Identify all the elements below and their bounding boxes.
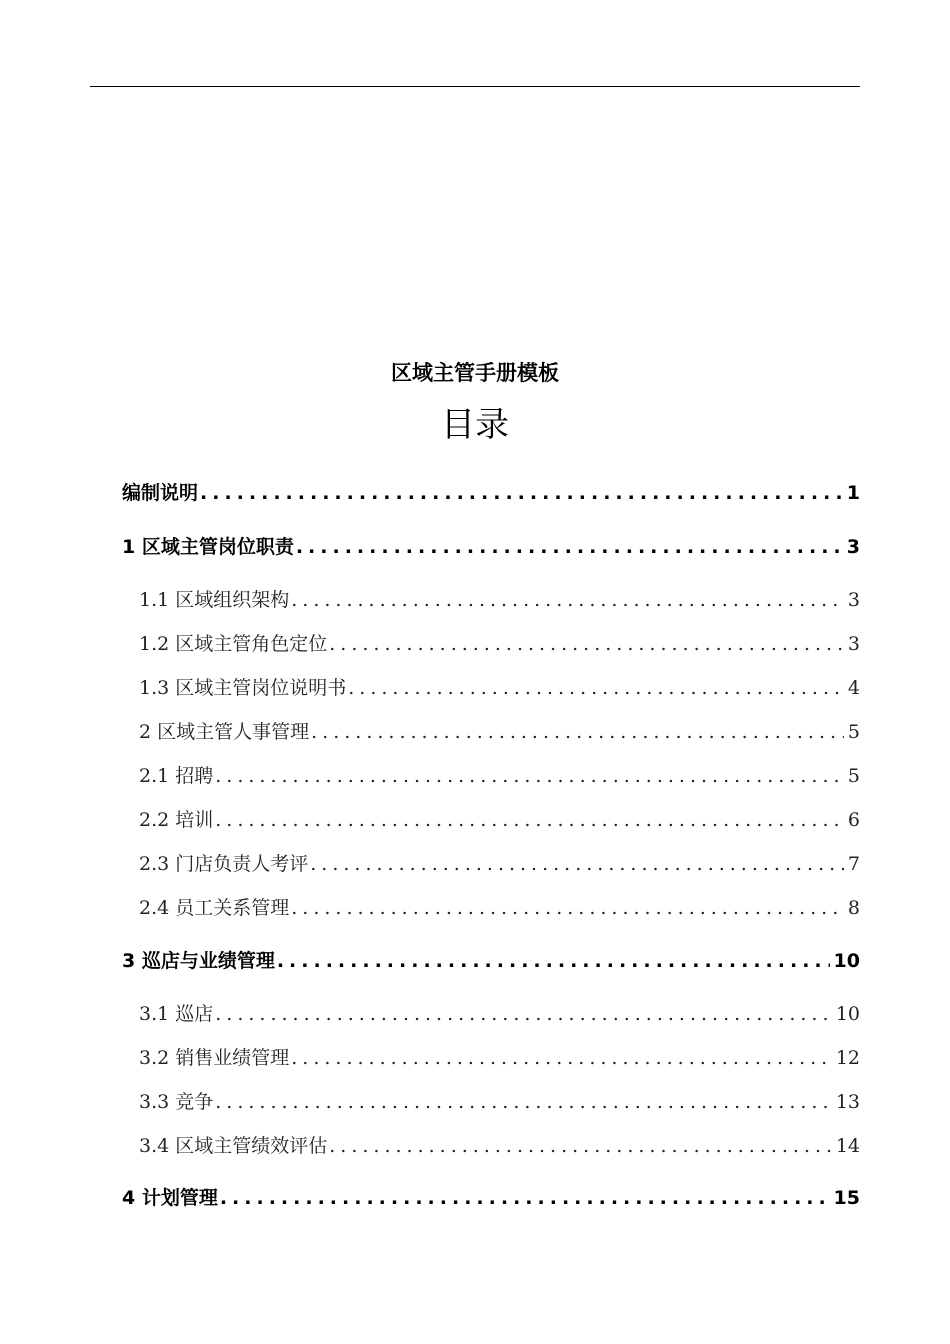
toc-leader-dots — [220, 1184, 830, 1212]
toc-entry[interactable] — [139, 1000, 860, 1028]
toc-entry-page: 5 — [847, 721, 860, 743]
toc-entry-page: 10 — [833, 950, 860, 972]
toc-entry-page: 6 — [847, 809, 860, 831]
toc-leader-dots — [311, 718, 844, 746]
toc-entry-label: 1.1 区域组织架构 — [139, 589, 290, 611]
toc-entry[interactable] — [122, 479, 860, 507]
toc-entry[interactable] — [139, 894, 860, 922]
toc-entry-label: 3.4 区域主管绩效评估 — [139, 1135, 328, 1157]
toc-entry[interactable] — [122, 947, 860, 975]
toc-leader-dots — [215, 762, 844, 790]
toc-entry[interactable] — [139, 850, 860, 878]
toc-entry-label: 1.3 区域主管岗位说明书 — [139, 677, 347, 699]
toc-entry-page: 7 — [847, 853, 860, 875]
toc-entry-label: 1 区域主管岗位职责 — [122, 536, 294, 558]
toc-entry-page: 5 — [847, 765, 860, 787]
toc-leader-dots — [329, 630, 844, 658]
toc-entry-label: 2.2 培训 — [139, 809, 214, 831]
toc-entry-label: 2.4 员工关系管理 — [139, 897, 290, 919]
toc-entry[interactable] — [122, 1184, 860, 1212]
toc-entry-page: 3 — [847, 589, 860, 611]
toc-entry[interactable] — [139, 586, 860, 614]
toc-leader-dots — [215, 806, 844, 834]
toc-leader-dots — [200, 479, 843, 507]
toc-entry[interactable] — [122, 533, 860, 561]
toc-entry-page: 10 — [835, 1003, 860, 1025]
toc-leader-dots — [329, 1132, 832, 1160]
toc-entry-page: 13 — [835, 1091, 860, 1113]
toc-entry-page: 4 — [847, 677, 860, 699]
toc-leader-dots — [215, 1088, 832, 1116]
toc-entry-page: 1 — [846, 482, 860, 504]
toc-entry-label: 1.2 区域主管角色定位 — [139, 633, 328, 655]
toc-leader-dots — [291, 586, 844, 614]
toc-entry[interactable] — [139, 762, 860, 790]
toc-entry-label: 编制说明 — [122, 482, 199, 504]
toc-entry[interactable] — [139, 674, 860, 702]
toc-leader-dots — [291, 1044, 832, 1072]
toc-entry-label: 2 区域主管人事管理 — [139, 721, 310, 743]
toc-entry-page: 8 — [847, 897, 860, 919]
toc-leader-dots — [310, 850, 844, 878]
toc-leader-dots — [296, 533, 843, 561]
toc-entry[interactable] — [139, 1088, 860, 1116]
toc-entry-page: 14 — [835, 1135, 860, 1157]
toc-leader-dots — [215, 1000, 832, 1028]
toc-entry-label: 4 计划管理 — [122, 1187, 218, 1209]
toc-entry-label: 3.2 销售业绩管理 — [139, 1047, 290, 1069]
toc-entry-label: 2.3 门店负责人考评 — [139, 853, 309, 875]
toc-entry[interactable] — [139, 718, 860, 746]
toc-entry-page: 12 — [835, 1047, 860, 1069]
toc-entry[interactable] — [139, 630, 860, 658]
toc-entry-label: 3 巡店与业绩管理 — [122, 950, 275, 972]
toc-entry-label: 3.3 竞争 — [139, 1091, 214, 1113]
toc-entry-label: 3.1 巡店 — [139, 1003, 214, 1025]
document-title: 区域主管手册模板 — [391, 361, 559, 385]
toc-entry[interactable] — [139, 806, 860, 834]
toc-leader-dots — [291, 894, 844, 922]
toc-entry-page: 3 — [847, 633, 860, 655]
toc-entry[interactable] — [139, 1044, 860, 1072]
toc-leader-dots — [277, 947, 830, 975]
toc-entry-label: 2.1 招聘 — [139, 765, 214, 787]
toc-heading: 目录 — [441, 405, 509, 445]
toc-entry[interactable] — [139, 1132, 860, 1160]
toc-leader-dots — [348, 674, 844, 702]
toc-entry-page: 15 — [833, 1187, 860, 1209]
toc-entry-page: 3 — [846, 536, 860, 558]
